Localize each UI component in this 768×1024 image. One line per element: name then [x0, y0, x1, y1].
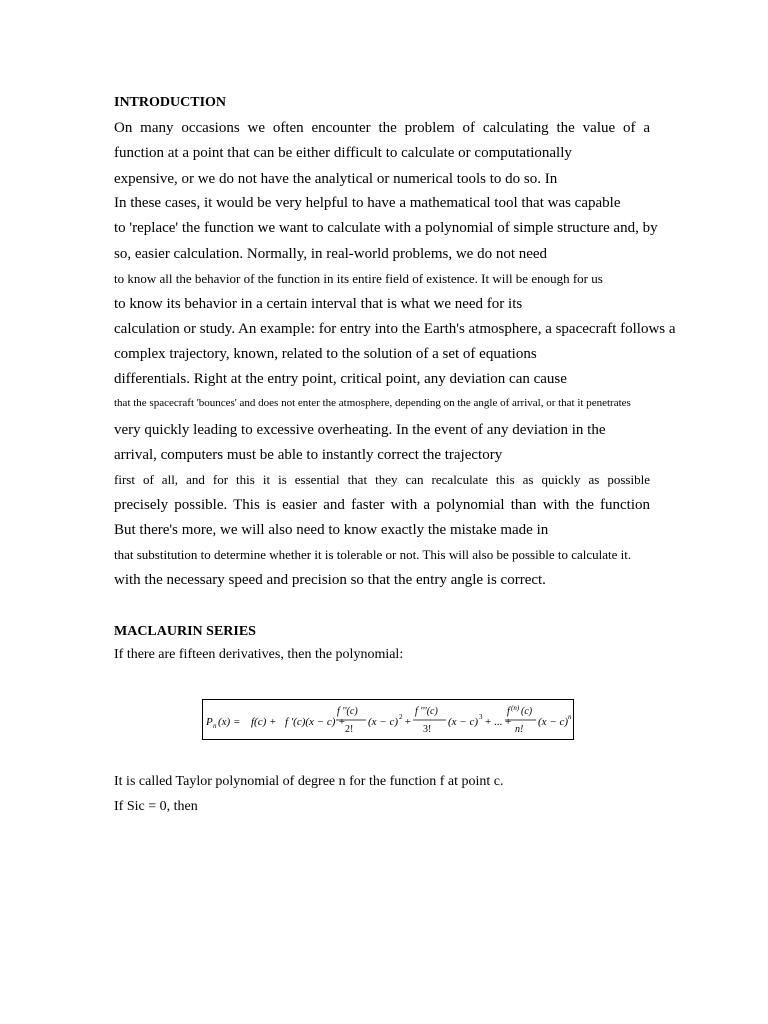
if-c-zero-line: If Sic = 0, then [114, 799, 198, 814]
formula-lhs: P [206, 716, 213, 728]
intro-line-11: differentials. Right at the entry point, critical point, any deviation can cause [114, 371, 567, 387]
taylor-formula [203, 700, 575, 741]
formula-term3-tail: (x − c) [448, 716, 479, 728]
formula-fracn-sup: (n) [511, 704, 520, 712]
intro-line-19: with the necessary speed and precision so that the entry angle is correct. [114, 572, 546, 588]
intro-line-16: precisely possible. This is easier and faster with a polynomial than with the function [114, 497, 650, 513]
taylor-definition-line: It is called Taylor polynomial of degree n for the function f at point c. [114, 774, 504, 789]
maclaurin-intro: If there are fifteen derivatives, then the polynomial: [114, 647, 404, 662]
formula-fracn-num-tail: (c) [521, 706, 533, 717]
formula-frac3-num: f '''(c) [415, 706, 438, 717]
formula-lhs-sub: n [213, 722, 217, 730]
formula-termn-tail: (x − c) [538, 716, 569, 728]
formula-frac3-den: 3! [423, 724, 432, 735]
formula-term3-exp: 3 [479, 713, 483, 721]
taylor-formula-box [202, 699, 574, 740]
formula-plus-2: + [404, 716, 412, 728]
formula-fracn-num: f [507, 706, 510, 717]
intro-line-5: to 'replace' the function we want to calculate with a polynomial of simple structure and, by [114, 220, 658, 236]
formula-frac2-den: 2! [345, 724, 354, 735]
formula-frac2-num: f ''(c) [337, 706, 358, 717]
formula-term0: f(c) + [251, 716, 277, 728]
maclaurin-heading: MACLAURIN SERIES [114, 624, 256, 639]
intro-line-10: complex trajectory, known, related to the solution of a set of equations [114, 346, 537, 362]
intro-line-14: arrival, computers must be able to instantly correct the trajectory [114, 447, 503, 463]
intro-line-4: In these cases, it would be very helpful to have a mathematical tool that was capable [114, 195, 621, 211]
formula-term2-exp: 2 [399, 713, 403, 721]
formula-termn-exp: n [568, 713, 572, 721]
intro-line-7: to know all the behavior of the function in its entire field of existence. It will be enough for us [114, 271, 603, 286]
formula-fracn-den: n! [515, 724, 524, 735]
introduction-heading: INTRODUCTION [114, 95, 227, 110]
intro-line-18: that substitution to determine whether it is tolerable or not. This will also be possible to calculate it. [114, 547, 632, 562]
intro-line-15: first of all, and for this it is essential that they can recalculate this as quickly as possible [114, 472, 650, 487]
intro-line-12: that the spacecraft 'bounces' and does not enter the atmosphere, depending on the angle of arrival, or that it penetrates [114, 397, 631, 409]
intro-line-3: expensive, or we do not have the analytical or numerical tools to do so. In [114, 171, 558, 187]
intro-line-8: to know its behavior in a certain interval that is what we need for its [114, 296, 523, 312]
intro-line-1: On many occasions we often encounter the problem of calculating the value of a [114, 120, 650, 136]
intro-line-2: function at a point that can be either difficult to calculate or computationally [114, 145, 572, 161]
formula-term1: f '(c)(x − c) + [285, 716, 346, 728]
formula-lhs-arg: (x) = [218, 716, 241, 728]
intro-line-9: calculation or study. An example: for entry into the Earth's atmosphere, a spacecraft follows a [114, 321, 676, 337]
intro-line-17: But there's more, we will also need to know exactly the mistake made in [114, 522, 549, 538]
intro-line-13: very quickly leading to excessive overheating. In the event of any deviation in the [114, 422, 606, 438]
formula-dots: + ... + [485, 716, 512, 728]
formula-term2-tail: (x − c) [368, 716, 399, 728]
intro-line-6: so, easier calculation. Normally, in real-world problems, we do not need [114, 246, 548, 262]
